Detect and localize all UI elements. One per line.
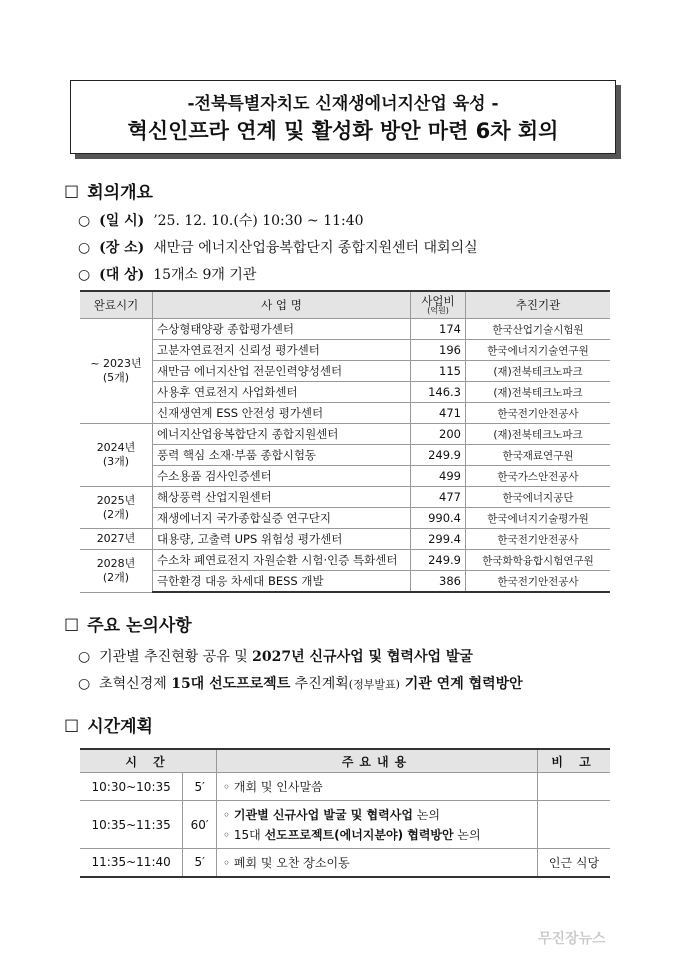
org-cell: 한국산업기술시험원 <box>466 319 611 340</box>
time-cell: 10:30~10:35 <box>80 773 183 801</box>
col-org: 추진기관 <box>466 291 611 319</box>
table-row <box>80 361 610 382</box>
org-cell: 한국에너지공단 <box>466 487 611 508</box>
org-cell: (재)전북테크노파크 <box>466 424 611 445</box>
amount-cell: 146.3 <box>411 382 466 403</box>
org-cell: 한국전기안전공사 <box>466 403 611 424</box>
section-schedule <box>64 712 153 737</box>
period-cell: ~ 2023년 (5개) <box>80 319 153 424</box>
table-row <box>80 487 610 508</box>
subtitle: -전북특별자치도 신재생에너지산업 육성 - <box>187 94 499 114</box>
amount-cell: 249.9 <box>411 550 466 571</box>
table-row <box>80 529 610 550</box>
page-title: 혁신인프라 연계 및 활성화 방안 마련 6차 회의 <box>127 119 559 143</box>
duration-cell: 5′ <box>183 849 217 877</box>
table-row <box>80 382 610 403</box>
org-cell: (재)전북테크노파크 <box>466 361 611 382</box>
name-cell: 신재생연계 ESS 안전성 평가센터 <box>153 403 411 424</box>
schedule-row <box>80 849 610 877</box>
org-cell: (재)전북테크노파크 <box>466 382 611 403</box>
target-value: 15개소 9개 기관 <box>153 267 257 283</box>
place-label: (장 소) <box>99 240 145 256</box>
target-line: ○ (대 상) 15개소 9개 기관 <box>78 267 257 283</box>
amount-cell: 174 <box>411 319 466 340</box>
name-cell: 고분자연료전지 신뢰성 평가센터 <box>153 340 411 361</box>
note-cell <box>538 801 611 849</box>
name-cell: 수소용품 검사인증센터 <box>153 466 411 487</box>
square-bullet-icon: ☐ <box>64 717 80 737</box>
content-cell: ◦ 폐회 및 오찬 장소이동 <box>217 849 538 877</box>
section-agenda <box>64 611 192 636</box>
date-value: ’25. 12. 10.(수) 10:30 ~ 11:40 <box>153 213 364 229</box>
content-cell: ◦ 개회 및 인사말씀 <box>217 773 538 801</box>
col-period: 완료시기 <box>80 291 153 319</box>
org-cell: 한국화학융합시험연구원 <box>466 550 611 571</box>
schedule-row <box>80 801 610 849</box>
amount-cell: 249.9 <box>411 445 466 466</box>
amount-cell: 386 <box>411 571 466 593</box>
amount-cell: 196 <box>411 340 466 361</box>
schedule-row <box>80 773 610 801</box>
name-cell: 재생에너지 국가종합실증 연구단지 <box>153 508 411 529</box>
place-line: ○ (장 소) 새만금 에너지산업융복합단지 종합지원센터 대회의실 <box>78 240 478 256</box>
projects-table <box>80 290 610 593</box>
org-cell: 한국재료연구원 <box>466 445 611 466</box>
name-cell: 대용량, 고출력 UPS 위험성 평가센터 <box>153 529 411 550</box>
table-row <box>80 466 610 487</box>
amount-cell: 499 <box>411 466 466 487</box>
duration-cell: 60′ <box>183 801 217 849</box>
note-cell <box>538 773 611 801</box>
period-cell: 2024년 (3개) <box>80 424 153 487</box>
table-row <box>80 550 610 571</box>
org-cell: 한국에너지기술평가원 <box>466 508 611 529</box>
name-cell: 해상풍력 산업지원센터 <box>153 487 411 508</box>
col-name: 사 업 명 <box>153 291 411 319</box>
amount-cell: 115 <box>411 361 466 382</box>
table-row <box>80 571 610 593</box>
place-value: 새만금 에너지산업융복합단지 종합지원센터 대회의실 <box>153 240 478 256</box>
period-cell: 2025년 (2개) <box>80 487 153 529</box>
name-cell: 사용후 연료전지 사업화센터 <box>153 382 411 403</box>
title-box <box>70 80 616 154</box>
schedule-table <box>80 748 610 878</box>
org-cell: 한국전기안전공사 <box>466 571 611 593</box>
col-amount: 사업비 (억원) <box>411 291 466 319</box>
watermark: 무진장뉴스 <box>538 931 606 947</box>
period-cell: 2027년 <box>80 529 153 550</box>
name-cell: 극한환경 대응 차세대 BESS 개발 <box>153 571 411 593</box>
org-cell: 한국에너지기술연구원 <box>466 340 611 361</box>
duration-cell: 5′ <box>183 773 217 801</box>
section-overview <box>64 178 153 203</box>
name-cell: 새만금 에너지산업 전문인력양성센터 <box>153 361 411 382</box>
table-row <box>80 319 610 340</box>
content-cell: ◦ 기관별 신규사업 발굴 및 협력사업 논의 ◦ 15대 선도프로젝트(에너지분야) 협력방안 논의 <box>217 801 538 849</box>
col-content: 주요내용 <box>217 749 538 773</box>
col-note: 비 고 <box>538 749 611 773</box>
amount-cell: 471 <box>411 403 466 424</box>
amount-cell: 990.4 <box>411 508 466 529</box>
note-cell: 인근 식당 <box>538 849 611 877</box>
section-overview-heading: 회의개요 <box>87 183 153 203</box>
table-row <box>80 445 610 466</box>
agenda-item-2: ○ 초혁신경제 15대 선도프로젝트 추진계획(정부발표) 기관 연계 협력방안 <box>78 676 523 692</box>
amount-cell: 477 <box>411 487 466 508</box>
date-line: ○ (일 시) ’25. 12. 10.(수) 10:30 ~ 11:40 <box>78 213 364 229</box>
name-cell: 수소차 폐연료전지 자원순환 시험·인증 특화센터 <box>153 550 411 571</box>
org-cell: 한국가스안전공사 <box>466 466 611 487</box>
period-cell: 2028년 (2개) <box>80 550 153 593</box>
target-label: (대 상) <box>99 267 145 283</box>
time-cell: 10:35~11:35 <box>80 801 183 849</box>
square-bullet-icon: ☐ <box>64 183 80 203</box>
date-label: (일 시) <box>99 213 145 229</box>
name-cell: 수상형태양광 종합평가센터 <box>153 319 411 340</box>
agenda-item-1: ○ 기관별 추진현황 공유 및 2027년 신규사업 및 협력사업 발굴 <box>78 649 473 665</box>
time-cell: 11:35~11:40 <box>80 849 183 877</box>
table-row <box>80 340 610 361</box>
org-cell: 한국전기안전공사 <box>466 529 611 550</box>
table-row <box>80 424 610 445</box>
section-agenda-heading: 주요 논의사항 <box>87 616 192 636</box>
amount-cell: 200 <box>411 424 466 445</box>
table-row <box>80 508 610 529</box>
name-cell: 에너지산업융복합단지 종합지원센터 <box>153 424 411 445</box>
section-schedule-heading: 시간계획 <box>87 717 153 737</box>
amount-cell: 299.4 <box>411 529 466 550</box>
square-bullet-icon: ☐ <box>64 616 80 636</box>
table-row <box>80 403 610 424</box>
name-cell: 풍력 핵심 소재·부품 종합시험동 <box>153 445 411 466</box>
col-time: 시 간 <box>80 749 217 773</box>
